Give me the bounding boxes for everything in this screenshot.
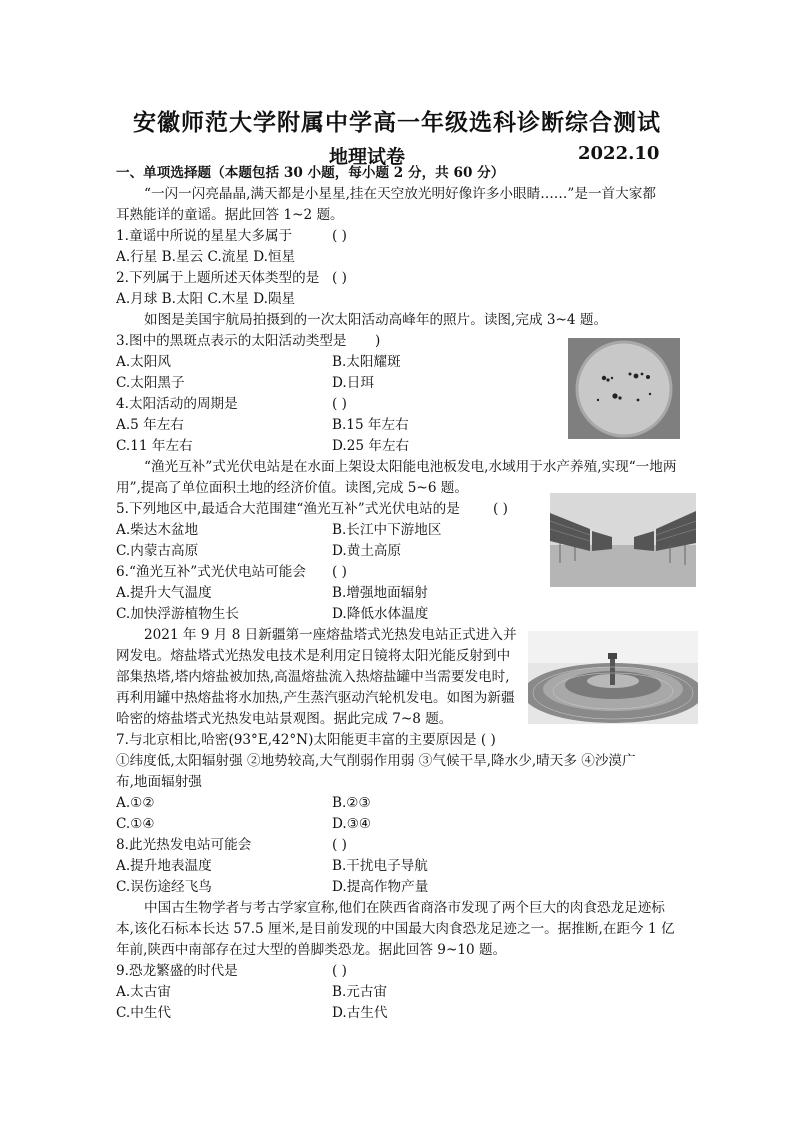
section-heading: 一、单项选择题（本题包括 30 小题，每小题 2 分，共 60 分） <box>116 165 505 181</box>
question-6-option-c: C.加快浮游植物生长 <box>116 606 239 622</box>
question-6-option-a: A.提升大气温度 <box>116 585 212 601</box>
question-8-option-a: A.提升地表温度 <box>116 858 212 874</box>
passage-4-line-3: 部集热塔,塔内熔盐被加热,高温熔盐流入热熔盐罐中当需要发电时, <box>116 669 510 685</box>
solar-tower-image <box>528 631 698 724</box>
passage-4-line-5: 哈密的熔盐塔式光热发电站景观图。据此完成 7~8 题。 <box>116 711 453 727</box>
exam-subject: 地理试卷 <box>329 146 406 168</box>
question-5-bracket: ( ) <box>493 501 508 517</box>
passage-3-line-1: “渔光互补”式光伏电站是在水面上架设太阳能电池板发电,水域用于水产养殖,实现“一地两 <box>144 459 677 475</box>
passage-3-line-2: 用”,提高了单位面积土地的经济价值。读图,完成 5~6 题。 <box>116 480 468 496</box>
question-3-option-a: A.太阳风 <box>116 354 171 370</box>
molten-salt-plant-photo <box>528 631 698 724</box>
question-5-stem: 5.下列地区中,最适合大范围建“渔光互补”式光伏电站的是 <box>116 501 460 517</box>
passage-1-line-2: 耳熟能详的童谣。据此回答 1~2 题。 <box>116 207 344 223</box>
question-9-option-a: A.太古宙 <box>116 984 171 1000</box>
exam-title: 安徽师范大学附属中学高一年级选科诊断综合测试 <box>133 109 661 136</box>
question-1-bracket: ( ) <box>332 228 347 244</box>
fishery-solar-photo <box>550 493 696 587</box>
question-8-option-d: D.提高作物产量 <box>332 879 429 895</box>
question-8-bracket: ( ) <box>332 837 347 853</box>
question-7-option-c: C.①④ <box>116 816 155 832</box>
question-3-bracket: ) <box>375 333 381 349</box>
exam-date: 2022.10 <box>578 143 660 164</box>
solar-panel-image <box>550 493 696 587</box>
question-4-option-a: A.5 年左右 <box>116 417 184 433</box>
question-7-choices-line-2: 布,地面辐射强 <box>116 774 202 790</box>
question-6-option-b: B.增强地面辐射 <box>332 585 428 601</box>
sun-disk-image <box>568 338 680 439</box>
passage-4-line-1: 2021 年 9 月 8 日新疆第一座熔盐塔式光热发电站正式进入并 <box>144 627 517 643</box>
question-7-stem: 7.与北京相比,哈密(93°E,42°N)太阳能更丰富的主要原因是 ( ) <box>116 732 496 748</box>
passage-4-line-4: 再利用罐中热熔盐将水加热,产生蒸汽驱动汽轮机发电。如图为新疆 <box>116 690 515 706</box>
question-9-option-c: C.中生代 <box>116 1005 172 1021</box>
question-8-stem: 8.此光热发电站可能会 <box>116 837 252 853</box>
question-9-bracket: ( ) <box>332 963 347 979</box>
question-6-stem: 6.“渔光互补”式光伏电站可能会 <box>116 564 306 580</box>
passage-2-line-1: 如图是美国宇航局拍摄到的一次太阳活动高峰年的照片。读图,完成 3~4 题。 <box>144 312 608 328</box>
question-4-stem: 4.太阳活动的周期是 <box>116 396 238 412</box>
question-4-option-b: B.15 年左右 <box>332 417 409 433</box>
question-7-option-a: A.①② <box>116 795 155 811</box>
question-5-option-b: B.长江中下游地区 <box>332 522 442 538</box>
question-5-option-c: C.内蒙古高原 <box>116 543 199 559</box>
question-7-option-d: D.③④ <box>332 816 372 832</box>
question-5-option-d: D.黄土高原 <box>332 543 402 559</box>
passage-4-line-2: 网发电。熔盐塔式光热发电技术是利用定日镜将太阳光能反射到中 <box>116 648 511 664</box>
question-8-option-c: C.误伤途经飞鸟 <box>116 879 212 895</box>
question-7-choices-line-1: ①纬度低,太阳辐射强 ②地势较高,大气削弱作用弱 ③气候干旱,降水少,晴天多 ④沙漠广 <box>116 753 636 769</box>
question-2-options: A.月球 B.太阳 C.木星 D.陨星 <box>116 291 296 307</box>
question-9-option-d: D.古生代 <box>332 1005 388 1021</box>
question-4-bracket: ( ) <box>332 396 347 412</box>
question-4-option-c: C.11 年左右 <box>116 438 193 454</box>
question-8-option-b: B.干扰电子导航 <box>332 858 428 874</box>
question-9-option-b: B.元古宙 <box>332 984 388 1000</box>
question-9-stem: 9.恐龙繁盛的时代是 <box>116 963 238 979</box>
question-5-option-a: A.柴达木盆地 <box>116 522 199 538</box>
passage-5-line-1: 中国古生物学者与考古学家宣称,他们在陕西省商洛市发现了两个巨大的肉食恐龙足迹标 <box>144 900 665 916</box>
passage-5-line-3: 年前,陕西中南部存在过大型的兽脚类恐龙。据此回答 9~10 题。 <box>116 942 507 958</box>
question-6-bracket: ( ) <box>332 564 347 580</box>
question-2-stem: 2.下列属于上题所述天体类型的是 <box>116 270 320 286</box>
question-1-options: A.行星 B.星云 C.流星 D.恒星 <box>116 249 296 265</box>
question-3-option-c: C.太阳黑子 <box>116 375 185 391</box>
question-1-stem: 1.童谣中所说的星星大多属于 <box>116 228 293 244</box>
question-3-option-b: B.太阳耀斑 <box>332 354 401 370</box>
sunspot-photo <box>568 338 680 439</box>
question-6-option-d: D.降低水体温度 <box>332 606 429 622</box>
passage-5-line-2: 本,该化石标本长达 57.5 厘米,是目前发现的中国最大肉食恐龙足迹之一。据推断,在距今 1 亿 <box>116 921 675 937</box>
question-3-option-d: D.日珥 <box>332 375 374 391</box>
question-3-stem: 3.图中的黑斑点表示的太阳活动类型是 <box>116 333 347 349</box>
question-2-bracket: ( ) <box>332 270 347 286</box>
question-4-option-d: D.25 年左右 <box>332 438 410 454</box>
passage-1-line-1: “一闪一闪亮晶晶,满天都是小星星,挂在天空放光明好像许多小眼睛……”是一首大家都 <box>144 186 656 202</box>
question-7-option-b: B.②③ <box>332 795 371 811</box>
